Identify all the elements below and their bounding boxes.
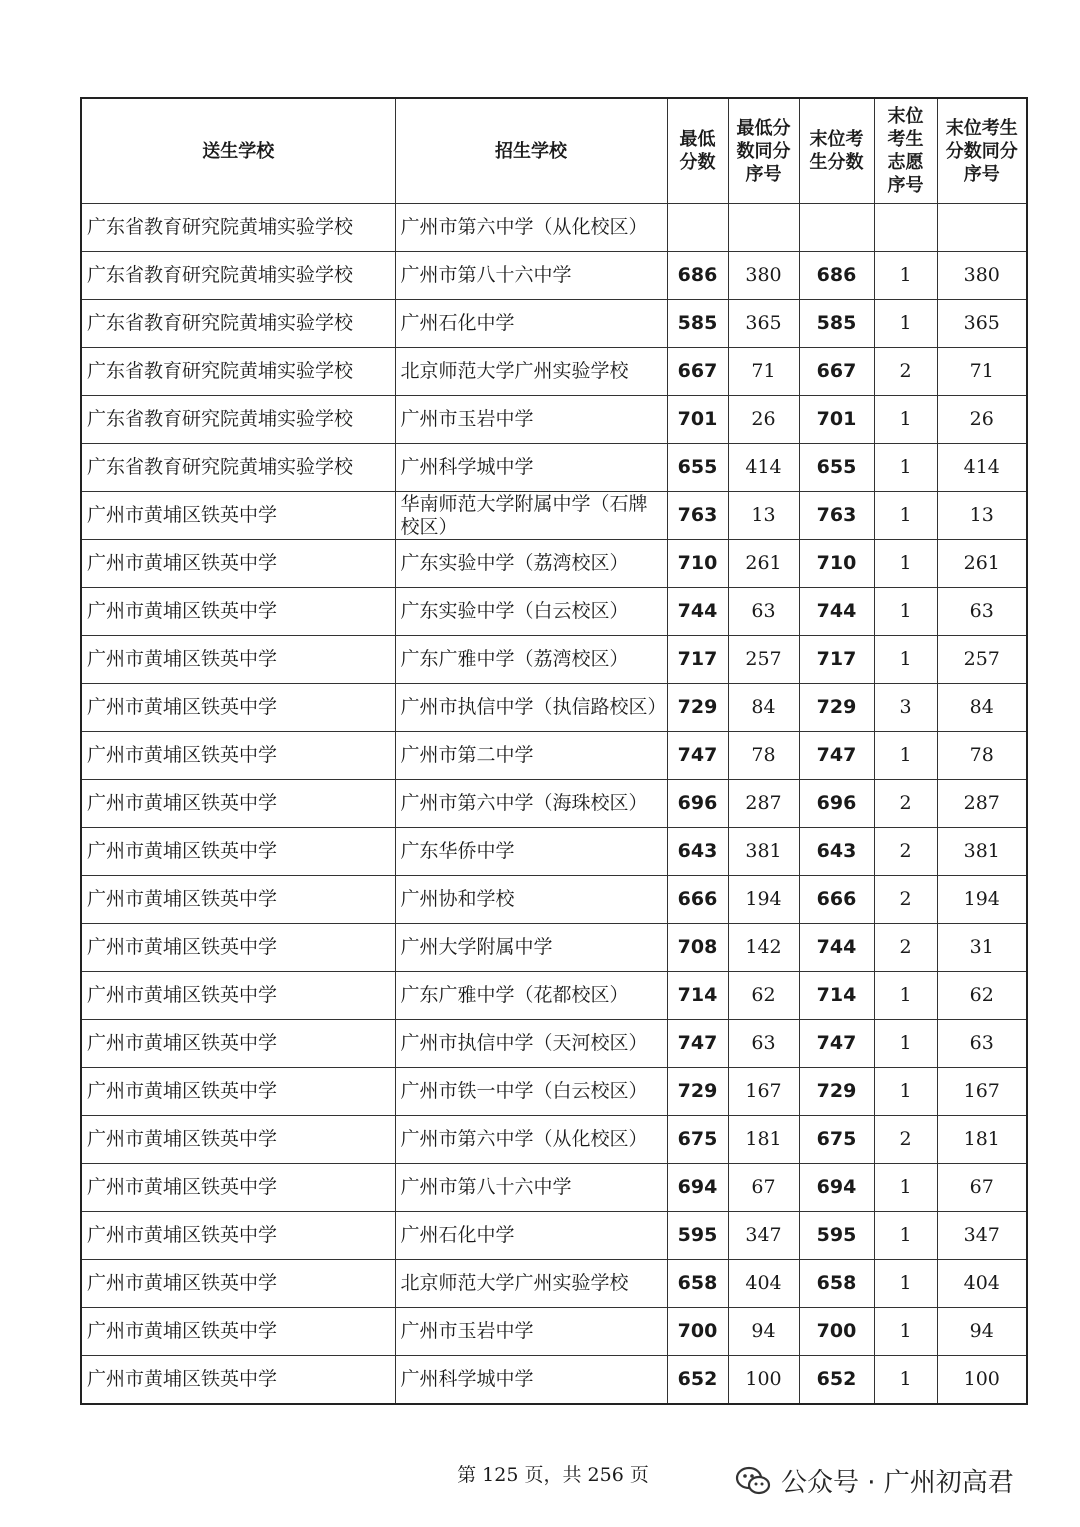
last-score-cell: 686 — [799, 252, 874, 300]
admitting-school-cell: 广州市执信中学（天河校区） — [395, 1020, 667, 1068]
last-score-cell: 643 — [799, 828, 874, 876]
min-score-rank-cell: 167 — [728, 1068, 799, 1116]
admitting-school-cell: 广州市第二中学 — [395, 732, 667, 780]
last-choice-no-cell: 1 — [874, 1260, 937, 1308]
min-score-cell: 643 — [667, 828, 728, 876]
last-score-rank-cell: 63 — [937, 588, 1027, 636]
table-row — [81, 348, 1027, 396]
min-score-cell: 700 — [667, 1308, 728, 1356]
sending-school-cell: 广州市黄埔区铁英中学 — [81, 1212, 395, 1260]
admitting-school-cell: 广州石化中学 — [395, 300, 667, 348]
sending-school-cell: 广州市黄埔区铁英中学 — [81, 924, 395, 972]
table-row — [81, 636, 1027, 684]
min-score-rank-cell: 63 — [728, 1020, 799, 1068]
last-choice-no-cell: 1 — [874, 636, 937, 684]
min-score-cell: 666 — [667, 876, 728, 924]
last-score-rank-cell: 71 — [937, 348, 1027, 396]
table-row — [81, 972, 1027, 1020]
sending-school-cell: 广东省教育研究院黄埔实验学校 — [81, 348, 395, 396]
min-score-rank-cell: 257 — [728, 636, 799, 684]
table-row — [81, 1164, 1027, 1212]
page-number: 第 125 页，共 256 页 — [457, 1464, 649, 1486]
last-score-cell: 700 — [799, 1308, 874, 1356]
sending-school-cell: 广州市黄埔区铁英中学 — [81, 972, 395, 1020]
admitting-school-cell: 广州市铁一中学（白云校区） — [395, 1068, 667, 1116]
last-score-cell: 747 — [799, 1020, 874, 1068]
last-score-rank-cell: 181 — [937, 1116, 1027, 1164]
admitting-school-cell: 广州市玉岩中学 — [395, 1308, 667, 1356]
sending-school-cell: 广州市黄埔区铁英中学 — [81, 684, 395, 732]
sending-school-cell: 广东省教育研究院黄埔实验学校 — [81, 300, 395, 348]
min-score-cell: 763 — [667, 492, 728, 540]
admitting-school-cell: 广州市第六中学（从化校区） — [395, 204, 667, 252]
last-choice-no-cell: 2 — [874, 1116, 937, 1164]
table-row — [81, 396, 1027, 444]
admitting-school-cell: 华南师范大学附属中学（石牌校区） — [395, 492, 667, 540]
table-row — [81, 684, 1027, 732]
last-score-cell: 717 — [799, 636, 874, 684]
last-score-cell: 744 — [799, 924, 874, 972]
last-choice-no-cell: 1 — [874, 972, 937, 1020]
table-header-row — [81, 98, 1027, 204]
table-row — [81, 1212, 1027, 1260]
admitting-school-cell: 北京师范大学广州实验学校 — [395, 348, 667, 396]
sending-school-cell: 广州市黄埔区铁英中学 — [81, 540, 395, 588]
last-score-rank-cell: 62 — [937, 972, 1027, 1020]
last-score-rank-cell: 26 — [937, 396, 1027, 444]
last-score-rank-cell: 404 — [937, 1260, 1027, 1308]
header-last-score-rank: 末位考生分数同分序号 — [937, 98, 1027, 204]
last-score-cell: 658 — [799, 1260, 874, 1308]
sending-school-cell: 广东省教育研究院黄埔实验学校 — [81, 252, 395, 300]
min-score-cell: 729 — [667, 1068, 728, 1116]
last-score-rank-cell: 94 — [937, 1308, 1027, 1356]
table-row — [81, 828, 1027, 876]
min-score-rank-cell: 100 — [728, 1356, 799, 1405]
min-score-cell: 675 — [667, 1116, 728, 1164]
min-score-rank-cell: 181 — [728, 1116, 799, 1164]
watermark-text: 公众号 · 广州初高君 — [781, 1468, 1014, 1498]
admitting-school-cell: 广州市第六中学（从化校区） — [395, 1116, 667, 1164]
last-choice-no-cell: 1 — [874, 1020, 937, 1068]
table-row — [81, 1116, 1027, 1164]
min-score-cell: 747 — [667, 1020, 728, 1068]
last-score-cell: 585 — [799, 300, 874, 348]
last-score-rank-cell: 347 — [937, 1212, 1027, 1260]
last-score-rank-cell: 380 — [937, 252, 1027, 300]
min-score-rank-cell: 84 — [728, 684, 799, 732]
wechat-icon — [735, 1466, 771, 1496]
sending-school-cell: 广州市黄埔区铁英中学 — [81, 1356, 395, 1405]
last-choice-no-cell: 1 — [874, 1212, 937, 1260]
min-score-cell: 694 — [667, 1164, 728, 1212]
last-choice-no-cell: 1 — [874, 444, 937, 492]
sending-school-cell: 广州市黄埔区铁英中学 — [81, 588, 395, 636]
last-score-rank-cell: 167 — [937, 1068, 1027, 1116]
admission-score-table — [80, 97, 1028, 1405]
last-score-cell: 714 — [799, 972, 874, 1020]
last-score-rank-cell: 84 — [937, 684, 1027, 732]
min-score-cell: 652 — [667, 1356, 728, 1405]
admitting-school-cell: 广东华侨中学 — [395, 828, 667, 876]
admitting-school-cell: 广州市第八十六中学 — [395, 1164, 667, 1212]
sending-school-cell: 广东省教育研究院黄埔实验学校 — [81, 204, 395, 252]
last-score-cell: 652 — [799, 1356, 874, 1405]
min-score-rank-cell: 71 — [728, 348, 799, 396]
last-choice-no-cell: 1 — [874, 396, 937, 444]
min-score-cell: 595 — [667, 1212, 728, 1260]
last-score-rank-cell: 257 — [937, 636, 1027, 684]
table-row — [81, 1308, 1027, 1356]
last-score-cell: 710 — [799, 540, 874, 588]
admitting-school-cell: 广州市执信中学（执信路校区） — [395, 684, 667, 732]
watermark — [735, 1462, 1014, 1499]
min-score-rank-cell: 62 — [728, 972, 799, 1020]
last-score-rank-cell: 287 — [937, 780, 1027, 828]
table-row — [81, 1260, 1027, 1308]
admitting-school-cell: 广州科学城中学 — [395, 1356, 667, 1405]
admitting-school-cell: 广州协和学校 — [395, 876, 667, 924]
sending-school-cell: 广州市黄埔区铁英中学 — [81, 732, 395, 780]
min-score-cell: 701 — [667, 396, 728, 444]
last-score-rank-cell: 194 — [937, 876, 1027, 924]
last-score-rank-cell: 414 — [937, 444, 1027, 492]
table-row — [81, 1020, 1027, 1068]
min-score-cell: 708 — [667, 924, 728, 972]
min-score-cell: 714 — [667, 972, 728, 1020]
table-row — [81, 876, 1027, 924]
last-choice-no-cell: 1 — [874, 1164, 937, 1212]
header-min-score-rank: 最低分数同分序号 — [728, 98, 799, 204]
header-sending-school: 送生学校 — [81, 98, 395, 204]
min-score-rank-cell: 94 — [728, 1308, 799, 1356]
admitting-school-cell: 广东广雅中学（荔湾校区） — [395, 636, 667, 684]
last-score-cell: 675 — [799, 1116, 874, 1164]
table-row — [81, 588, 1027, 636]
min-score-rank-cell: 380 — [728, 252, 799, 300]
min-score-cell: 686 — [667, 252, 728, 300]
last-score-cell: 694 — [799, 1164, 874, 1212]
last-score-rank-cell: 78 — [937, 732, 1027, 780]
table-row — [81, 732, 1027, 780]
sending-school-cell: 广州市黄埔区铁英中学 — [81, 828, 395, 876]
min-score-cell: 696 — [667, 780, 728, 828]
sending-school-cell: 广州市黄埔区铁英中学 — [81, 492, 395, 540]
min-score-rank-cell: 142 — [728, 924, 799, 972]
last-choice-no-cell: 1 — [874, 492, 937, 540]
last-score-rank-cell: 365 — [937, 300, 1027, 348]
last-choice-no-cell — [874, 204, 937, 252]
min-score-rank-cell: 26 — [728, 396, 799, 444]
last-choice-no-cell: 1 — [874, 300, 937, 348]
min-score-rank-cell: 194 — [728, 876, 799, 924]
last-choice-no-cell: 2 — [874, 876, 937, 924]
last-choice-no-cell: 1 — [874, 540, 937, 588]
sending-school-cell: 广州市黄埔区铁英中学 — [81, 780, 395, 828]
last-score-rank-cell: 381 — [937, 828, 1027, 876]
min-score-cell: 585 — [667, 300, 728, 348]
last-score-cell: 595 — [799, 1212, 874, 1260]
last-choice-no-cell: 1 — [874, 1356, 937, 1405]
last-score-rank-cell: 100 — [937, 1356, 1027, 1405]
sending-school-cell: 广东省教育研究院黄埔实验学校 — [81, 396, 395, 444]
last-score-cell: 696 — [799, 780, 874, 828]
sending-school-cell: 广州市黄埔区铁英中学 — [81, 1164, 395, 1212]
last-score-rank-cell — [937, 204, 1027, 252]
last-score-cell: 701 — [799, 396, 874, 444]
table-row — [81, 444, 1027, 492]
table-row — [81, 492, 1027, 540]
table-row — [81, 204, 1027, 252]
sending-school-cell: 广州市黄埔区铁英中学 — [81, 1068, 395, 1116]
table-row — [81, 300, 1027, 348]
admitting-school-cell: 广州市第六中学（海珠校区） — [395, 780, 667, 828]
header-admitting-school: 招生学校 — [395, 98, 667, 204]
last-score-rank-cell: 67 — [937, 1164, 1027, 1212]
last-score-rank-cell: 31 — [937, 924, 1027, 972]
last-score-cell: 655 — [799, 444, 874, 492]
sending-school-cell: 广州市黄埔区铁英中学 — [81, 1020, 395, 1068]
sending-school-cell: 广州市黄埔区铁英中学 — [81, 1260, 395, 1308]
last-choice-no-cell: 2 — [874, 924, 937, 972]
admitting-school-cell: 广东广雅中学（花都校区） — [395, 972, 667, 1020]
table-row — [81, 1356, 1027, 1405]
admitting-school-cell: 北京师范大学广州实验学校 — [395, 1260, 667, 1308]
sending-school-cell: 广州市黄埔区铁英中学 — [81, 1116, 395, 1164]
admitting-school-cell: 广州科学城中学 — [395, 444, 667, 492]
header-last-choice-no: 末位考生志愿序号 — [874, 98, 937, 204]
min-score-rank-cell: 13 — [728, 492, 799, 540]
min-score-cell: 655 — [667, 444, 728, 492]
min-score-rank-cell: 63 — [728, 588, 799, 636]
min-score-cell: 667 — [667, 348, 728, 396]
last-score-rank-cell: 13 — [937, 492, 1027, 540]
last-choice-no-cell: 3 — [874, 684, 937, 732]
last-score-cell: 729 — [799, 1068, 874, 1116]
table-row — [81, 252, 1027, 300]
last-choice-no-cell: 2 — [874, 780, 937, 828]
admitting-school-cell: 广东实验中学（荔湾校区） — [395, 540, 667, 588]
last-score-cell: 763 — [799, 492, 874, 540]
admitting-school-cell: 广东实验中学（白云校区） — [395, 588, 667, 636]
last-choice-no-cell: 2 — [874, 828, 937, 876]
last-score-cell — [799, 204, 874, 252]
last-score-cell: 747 — [799, 732, 874, 780]
sending-school-cell: 广东省教育研究院黄埔实验学校 — [81, 444, 395, 492]
min-score-cell: 710 — [667, 540, 728, 588]
admitting-school-cell: 广州市第八十六中学 — [395, 252, 667, 300]
last-choice-no-cell: 1 — [874, 588, 937, 636]
table-row — [81, 540, 1027, 588]
header-last-score: 末位考生分数 — [799, 98, 874, 204]
last-choice-no-cell: 1 — [874, 252, 937, 300]
min-score-rank-cell: 67 — [728, 1164, 799, 1212]
min-score-rank-cell: 404 — [728, 1260, 799, 1308]
sending-school-cell: 广州市黄埔区铁英中学 — [81, 876, 395, 924]
min-score-cell: 729 — [667, 684, 728, 732]
table-body — [81, 204, 1027, 1405]
last-score-cell: 744 — [799, 588, 874, 636]
table-row — [81, 780, 1027, 828]
admitting-school-cell: 广州大学附属中学 — [395, 924, 667, 972]
min-score-rank-cell: 347 — [728, 1212, 799, 1260]
min-score-rank-cell: 381 — [728, 828, 799, 876]
min-score-rank-cell: 78 — [728, 732, 799, 780]
min-score-rank-cell: 287 — [728, 780, 799, 828]
sending-school-cell: 广州市黄埔区铁英中学 — [81, 1308, 395, 1356]
admitting-school-cell: 广州石化中学 — [395, 1212, 667, 1260]
min-score-rank-cell: 414 — [728, 444, 799, 492]
last-score-cell: 729 — [799, 684, 874, 732]
min-score-rank-cell: 261 — [728, 540, 799, 588]
last-score-cell: 666 — [799, 876, 874, 924]
table-row — [81, 924, 1027, 972]
sending-school-cell: 广州市黄埔区铁英中学 — [81, 636, 395, 684]
min-score-cell: 717 — [667, 636, 728, 684]
last-score-rank-cell: 261 — [937, 540, 1027, 588]
last-choice-no-cell: 1 — [874, 1068, 937, 1116]
min-score-rank-cell: 365 — [728, 300, 799, 348]
last-choice-no-cell: 1 — [874, 732, 937, 780]
header-min-score: 最低分数 — [667, 98, 728, 204]
last-choice-no-cell: 2 — [874, 348, 937, 396]
last-score-rank-cell: 63 — [937, 1020, 1027, 1068]
min-score-cell: 744 — [667, 588, 728, 636]
min-score-cell — [667, 204, 728, 252]
min-score-cell: 747 — [667, 732, 728, 780]
last-choice-no-cell: 1 — [874, 1308, 937, 1356]
min-score-cell: 658 — [667, 1260, 728, 1308]
admitting-school-cell: 广州市玉岩中学 — [395, 396, 667, 444]
min-score-rank-cell — [728, 204, 799, 252]
last-score-cell: 667 — [799, 348, 874, 396]
table-row — [81, 1068, 1027, 1116]
